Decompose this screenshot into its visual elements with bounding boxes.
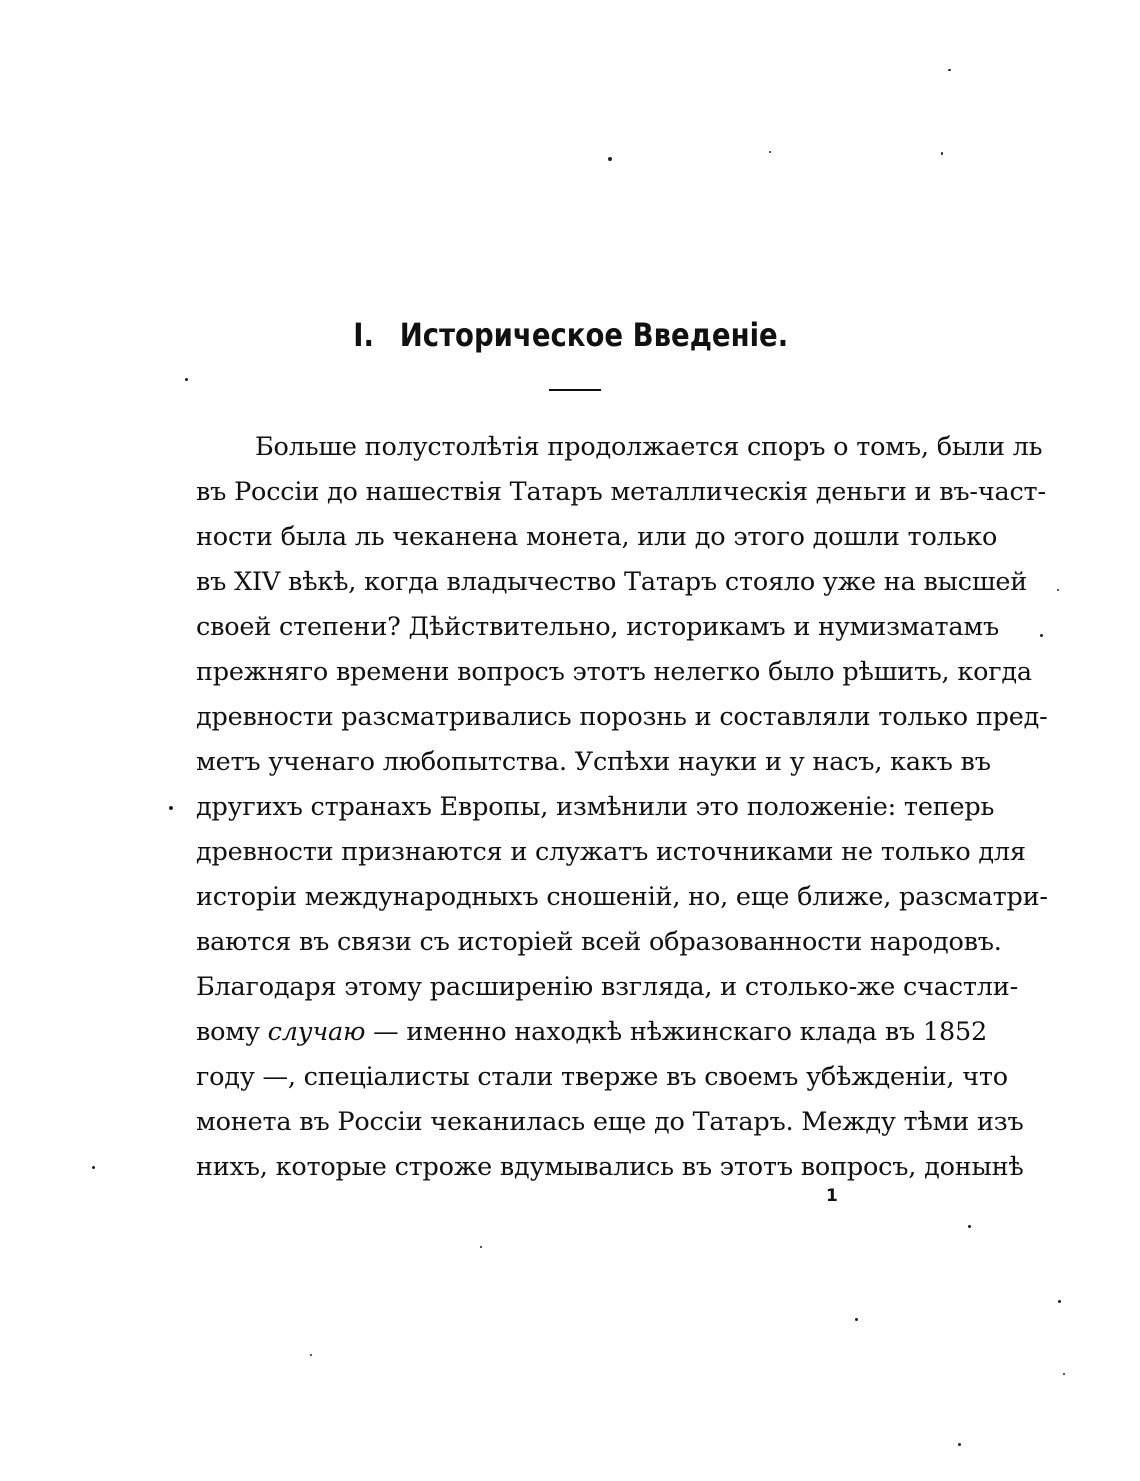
text-line: прежняго времени вопросъ этотъ нелегко было рѣшить, когда bbox=[196, 657, 1032, 687]
scan-speck bbox=[608, 157, 612, 161]
text-line: другихъ странахъ Европы, измѣнили это положеніе: теперь bbox=[196, 792, 995, 822]
text-line: ности была ль чеканена монета, или до этого дошли только bbox=[196, 522, 998, 552]
heading-rule bbox=[549, 389, 601, 391]
scan-speck bbox=[169, 806, 173, 810]
text-line: монета въ Россіи чеканилась еще до Татаръ. Между тѣми изъ bbox=[196, 1107, 1024, 1137]
text-line: метъ ученаго любопытства. Успѣхи науки и у насъ, какъ въ bbox=[196, 747, 991, 777]
chapter-title: Историческое Введеніе. bbox=[399, 316, 789, 354]
scan-speck bbox=[958, 1443, 961, 1446]
page-number: 1 bbox=[826, 1186, 838, 1206]
text-line: исторіи международныхъ сношеній, но, еще ближе, разсматри- bbox=[196, 882, 1048, 912]
scan-speck bbox=[92, 1166, 95, 1169]
chapter-number: I. bbox=[353, 316, 374, 354]
text-line: своей степени? Дѣйствительно, историкамъ и нумизматамъ bbox=[196, 612, 1000, 642]
text-line: древности разсматривались порознь и составляли только пред- bbox=[196, 702, 1048, 732]
scan-speck bbox=[480, 1246, 482, 1248]
scan-speck bbox=[310, 1354, 312, 1356]
text-line: въ Россіи до нашествія Татаръ металлическія деньги и въ-част- bbox=[196, 477, 1046, 507]
italic-word: случаю bbox=[267, 1017, 366, 1047]
scan-speck bbox=[185, 378, 188, 381]
scan-speck bbox=[968, 1225, 971, 1228]
text-line bbox=[196, 1010, 988, 1054]
text-line: нихъ, которые строже вдумывались въ этотъ вопросъ, донынѣ bbox=[196, 1152, 1024, 1182]
text-line: ваются въ связи съ исторіей всей образованности народовъ. bbox=[196, 927, 1002, 957]
scan-speck bbox=[855, 1318, 858, 1321]
scan-speck bbox=[948, 69, 951, 71]
text-line: году —, спеціалисты стали тверже въ своемъ убѣжденіи, что bbox=[196, 1062, 1008, 1092]
chapter-heading bbox=[81, 316, 1061, 354]
text-line: Больше полустолѣтія продолжается споръ о томъ, были ль bbox=[255, 432, 1043, 462]
text-fragment: вому bbox=[196, 1017, 268, 1047]
text-fragment: — именно находкѣ нѣжинскаго клада въ 1852 bbox=[365, 1017, 988, 1047]
scan-speck bbox=[941, 152, 943, 155]
scan-speck bbox=[1057, 589, 1059, 591]
text-line: древности признаются и служатъ источниками не только для bbox=[196, 837, 1026, 867]
scan-speck bbox=[1040, 634, 1043, 637]
scan-speck bbox=[769, 151, 771, 153]
scan-speck bbox=[1058, 1300, 1061, 1303]
text-line: Благодаря этому расширенію взгляда, и столько-же счастли- bbox=[196, 972, 1018, 1002]
text-line: въ XIV вѣкѣ, когда владычество Татаръ стояло уже на высшей bbox=[196, 567, 1028, 597]
scan-speck bbox=[1063, 1373, 1065, 1375]
